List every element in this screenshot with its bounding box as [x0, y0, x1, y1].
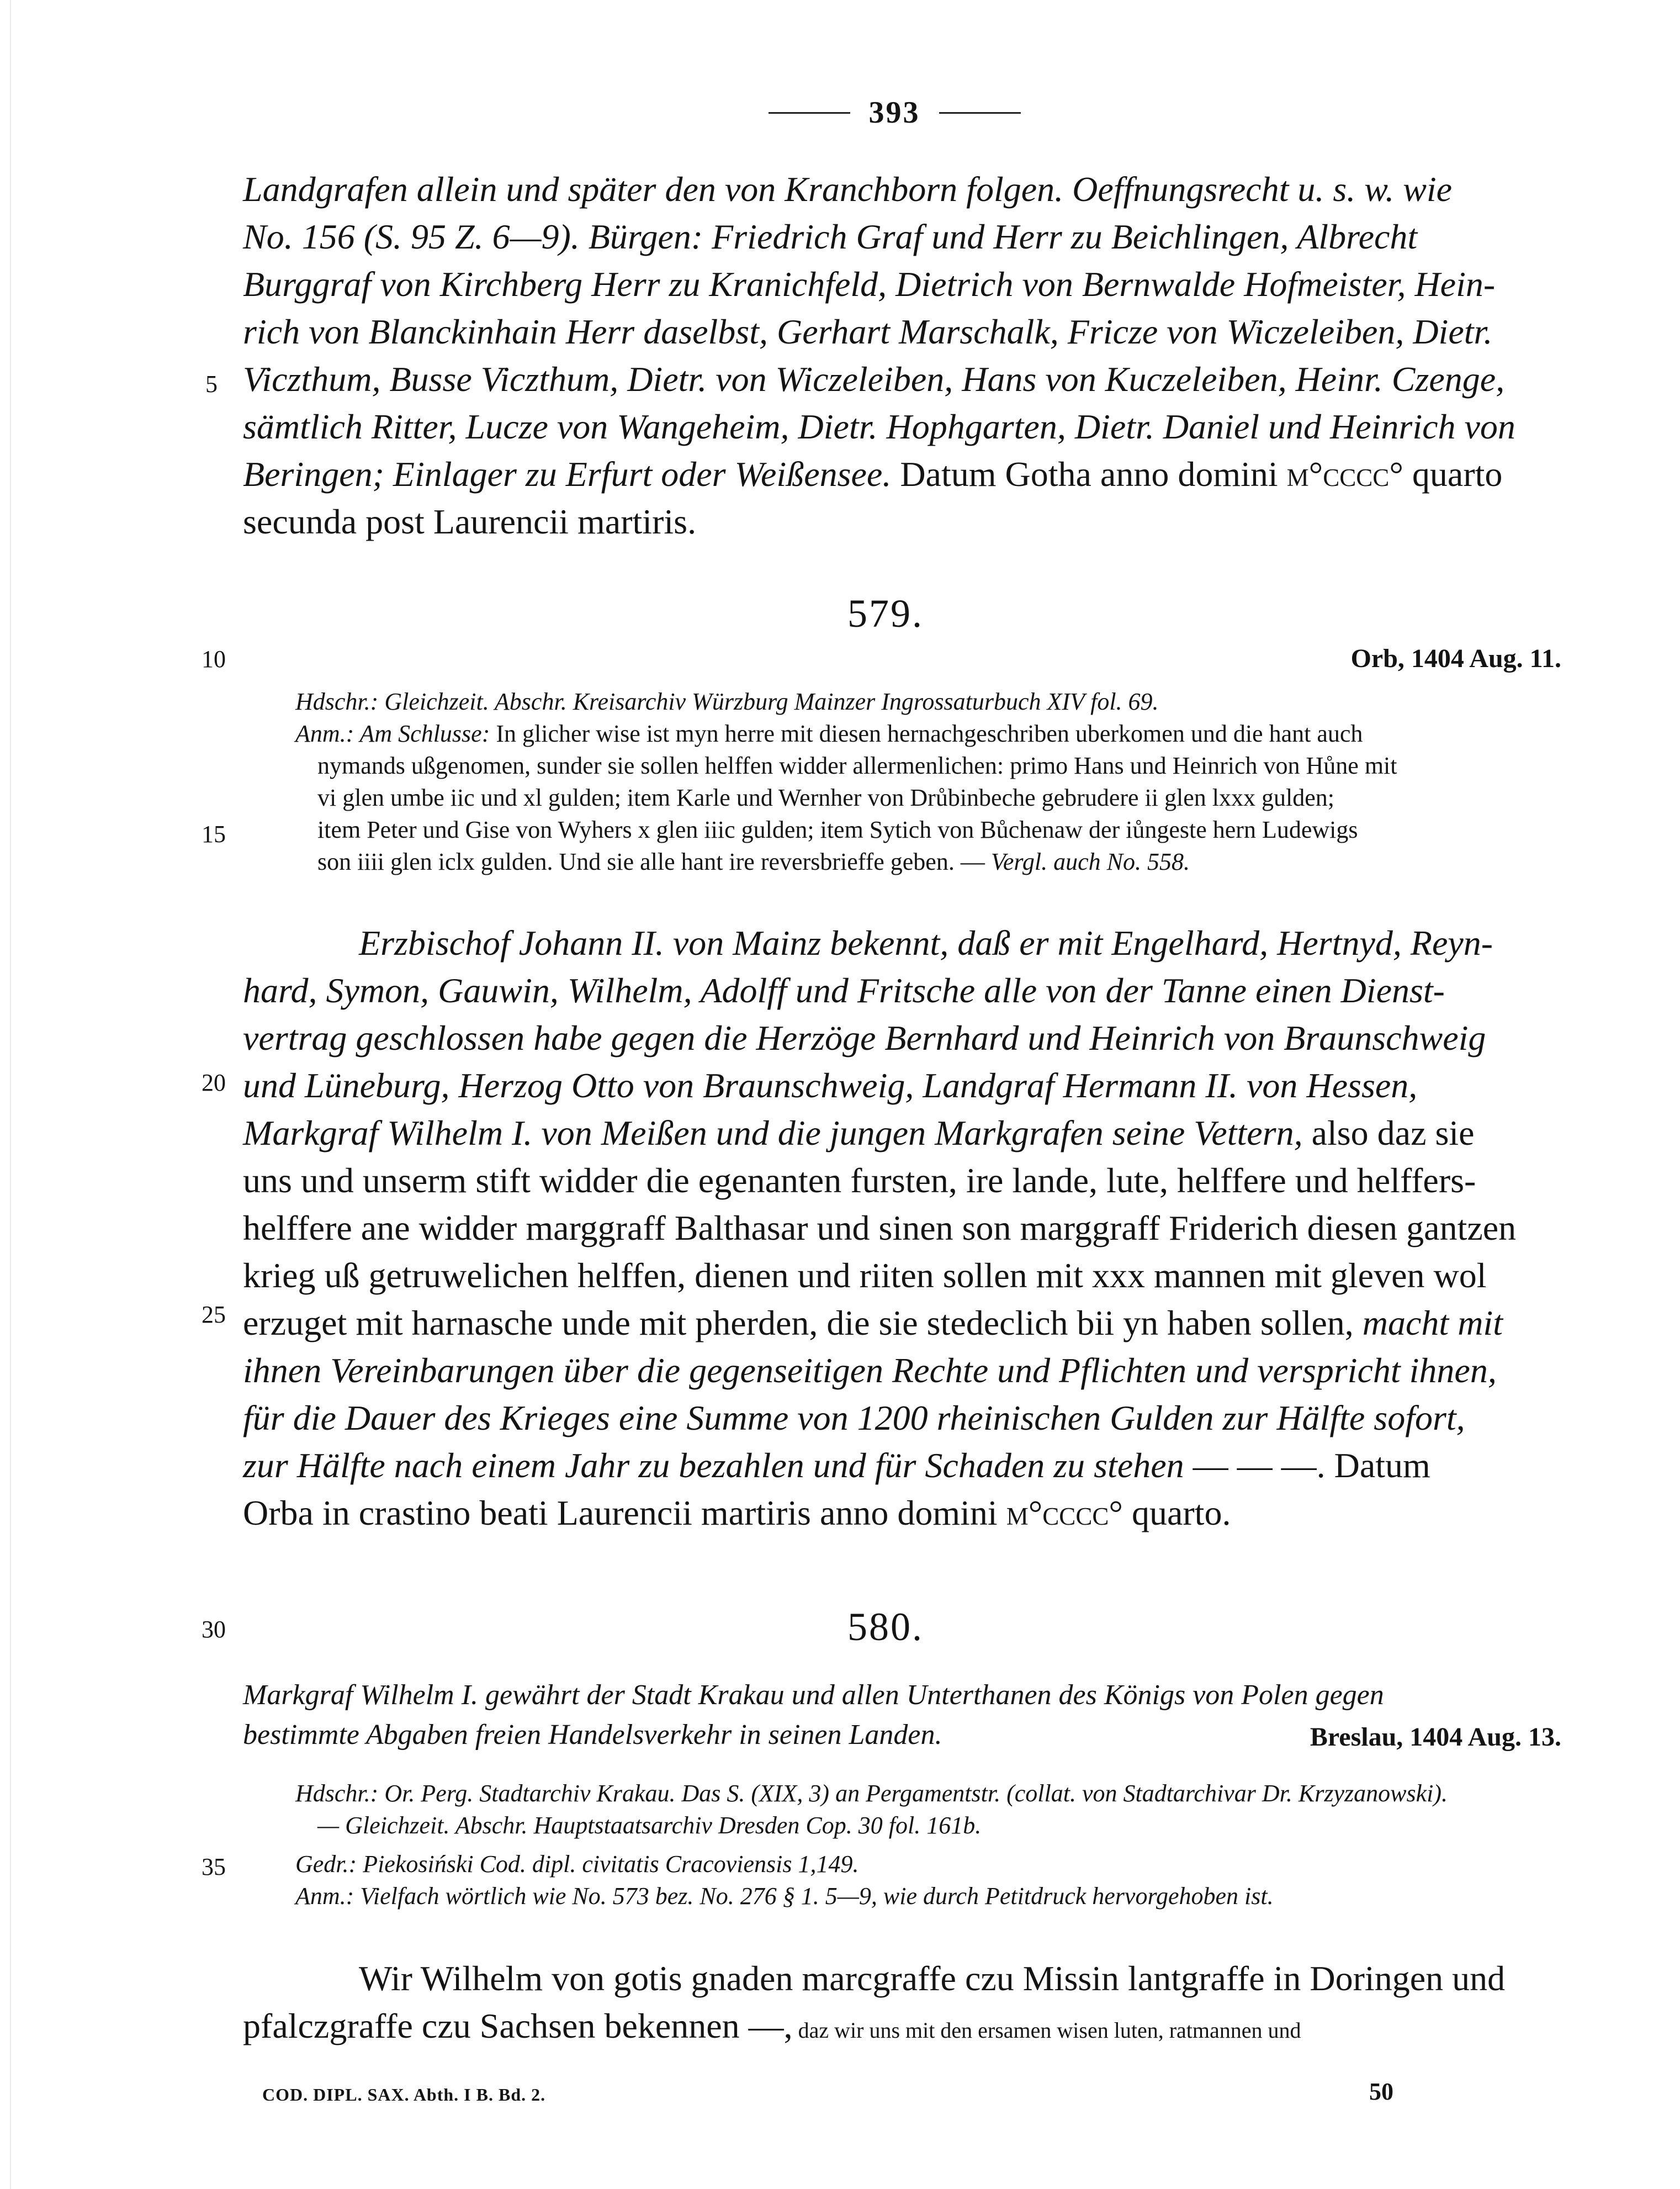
- note-line: Hdschr.: Gleichzeit. Abschr. Kreisarchiv Würzburg Mainzer Ingrossaturbuch XIV fol. 69.: [295, 688, 1159, 715]
- text-line: Erzbischof Johann II. von Mainz bekennt, daß er mit Engelhard, Hertnyd, Reyn-: [359, 923, 1493, 963]
- note-line: Hdschr.: Or. Perg. Stadtarchiv Krakau. Das S. (XIX, 3) an Pergamentstr. (collat. von Stadtarchivar Dr. Krzyzanowski).: [295, 1780, 1448, 1807]
- text-line: No. 156 (S. 95 Z. 6—9). Bürgen: Friedrich Graf und Herr zu Beichlingen, Albrecht: [243, 217, 1418, 256]
- document-date: Breslau, 1404 Aug. 13.: [1310, 1722, 1561, 1752]
- text-line: secunda post Laurencii martiris.: [243, 502, 697, 541]
- text-line: vertrag geschlossen habe gegen die Herzöge Bernhard und Heinrich von Braunschweig: [243, 1018, 1486, 1058]
- text-line: uns und unserm stift widder die egenanten fursten, ire lande, lute, helffere und helffers-: [243, 1161, 1476, 1200]
- note-line: item Peter und Gise von Wyhers x glen iiic gulden; item Sytich von Bůchenaw der iůngeste hern Ludewigs: [317, 816, 1358, 843]
- signature-footer: COD. DIPL. SAX. Abth. I B. Bd. 2.: [262, 2085, 546, 2105]
- text-line: erzuget mit harnasche unde mit pherden, die sie stedeclich bii yn haben sollen, macht mit: [243, 1303, 1503, 1342]
- sheet-number: 50: [1369, 2078, 1393, 2105]
- text-line: Wir Wilhelm von gotis gnaden marcgraffe czu Missin lantgraffe in Doringen und: [359, 1959, 1506, 1998]
- text-line: zur Hälfte nach einem Jahr zu bezahlen und für Schaden zu stehen — — —. Datum: [243, 1446, 1430, 1485]
- text-line: Viczthum, Busse Viczthum, Dietr. von Wiczeleiben, Hans von Kuczeleiben, Heinr. Czenge,: [243, 359, 1505, 399]
- page-header: [740, 95, 1049, 130]
- document-date: Orb, 1404 Aug. 11.: [1350, 644, 1561, 673]
- line-number: 35: [202, 1853, 226, 1880]
- text-line: helffere ane widder marggraff Balthasar und sinen son marggraff Friderich diesen gantzen: [243, 1208, 1517, 1247]
- summary-line: Markgraf Wilhelm I. gewährt der Stadt Krakau und allen Unterthanen des Königs von Polen gegen: [243, 1679, 1384, 1711]
- text-line: für die Dauer des Krieges eine Summe von 1200 rheinischen Gulden zur Hälfte sofort,: [243, 1398, 1465, 1437]
- line-number: 5: [205, 371, 218, 398]
- line-number: 10: [202, 646, 226, 673]
- note-line: vi glen umbe iic und xl gulden; item Karle und Wernher von Drůbinbeche gebrudere ii glen lxxx gulden;: [317, 784, 1334, 811]
- note-line: Gedr.: Piekosiński Cod. dipl. civitatis Cracoviensis 1,149.: [295, 1850, 859, 1878]
- text-line: ihnen Vereinbarungen über die gegenseitigen Rechte und Pflichten und verspricht ihnen,: [243, 1351, 1497, 1390]
- text-line: sämtlich Ritter, Lucze von Wangeheim, Dietr. Hophgarten, Dietr. Daniel und Heinrich von: [243, 407, 1515, 446]
- header-rule-left: [769, 112, 850, 114]
- note-line: Anm.: Am Schlusse: In glicher wise ist myn herre mit diesen hernachgeschriben uberkomen und die hant auch: [295, 720, 1363, 747]
- note-line: Anm.: Vielfach wörtlich wie No. 573 bez. No. 276 § 1. 5—9, wie durch Petitdruck hervorgehoben ist.: [295, 1883, 1274, 1910]
- text-line: und Lüneburg, Herzog Otto von Braunschweig, Landgraf Hermann II. von Hessen,: [243, 1066, 1418, 1105]
- text-line: hard, Symon, Gauwin, Wilhelm, Adolff und Fritsche alle von der Tanne einen Dienst-: [243, 971, 1445, 1010]
- note-line: — Gleichzeit. Abschr. Hauptstaatsarchiv Dresden Cop. 30 fol. 161b.: [317, 1812, 982, 1839]
- text-line: Markgraf Wilhelm I. von Meißen und die jungen Markgrafen seine Vettern, also daz sie: [243, 1113, 1475, 1152]
- text-line: Orba in crastino beati Laurencii martiris anno domini m°cccc° quarto.: [243, 1493, 1231, 1532]
- document-number: 580.: [847, 1605, 924, 1649]
- text-line: Landgrafen allein und später den von Kranchborn folgen. Oeffnungsrecht u. s. w. wie: [243, 170, 1453, 209]
- note-line: nymands ußgenomen, sunder sie sollen helffen widder allermenlichen: primo Hans und Heinrich von Hůne mit: [317, 752, 1397, 779]
- text-line: Beringen; Einlager zu Erfurt oder Weißensee. Datum Gotha anno domini m°cccc° quarto: [243, 454, 1503, 494]
- text-line: Burggraf von Kirchberg Herr zu Kranichfeld, Dietrich von Bernwalde Hofmeister, Hein-: [243, 265, 1496, 304]
- note-line: son iiii glen iclx gulden. Und sie alle hant ire reversbrieffe geben. — Vergl. auch No. 558.: [317, 848, 1190, 875]
- scan-edge: [10, 0, 11, 2189]
- text-line: pfalczgraffe czu Sachsen bekennen —, daz wir uns mit den ersamen wisen luten, ratmannen und: [243, 2006, 1301, 2045]
- line-number: 15: [202, 821, 226, 848]
- text-line: rich von Blanckinhain Herr daselbst, Gerhart Marschalk, Fricze von Wiczeleiben, Dietr.: [243, 312, 1493, 351]
- summary-line: bestimmte Abgaben freien Handelsverkehr in seinen Landen.: [243, 1719, 942, 1751]
- page-number: 393: [868, 96, 920, 130]
- document-number: 579.: [847, 591, 924, 636]
- text-line: krieg uß getruwelichen helffen, dienen und riiten sollen mit xxx mannen mit gleven wol: [243, 1256, 1487, 1295]
- line-number: 25: [202, 1301, 226, 1328]
- header-rule-right: [939, 112, 1021, 114]
- line-number: 20: [202, 1069, 226, 1096]
- line-number: 30: [202, 1616, 226, 1643]
